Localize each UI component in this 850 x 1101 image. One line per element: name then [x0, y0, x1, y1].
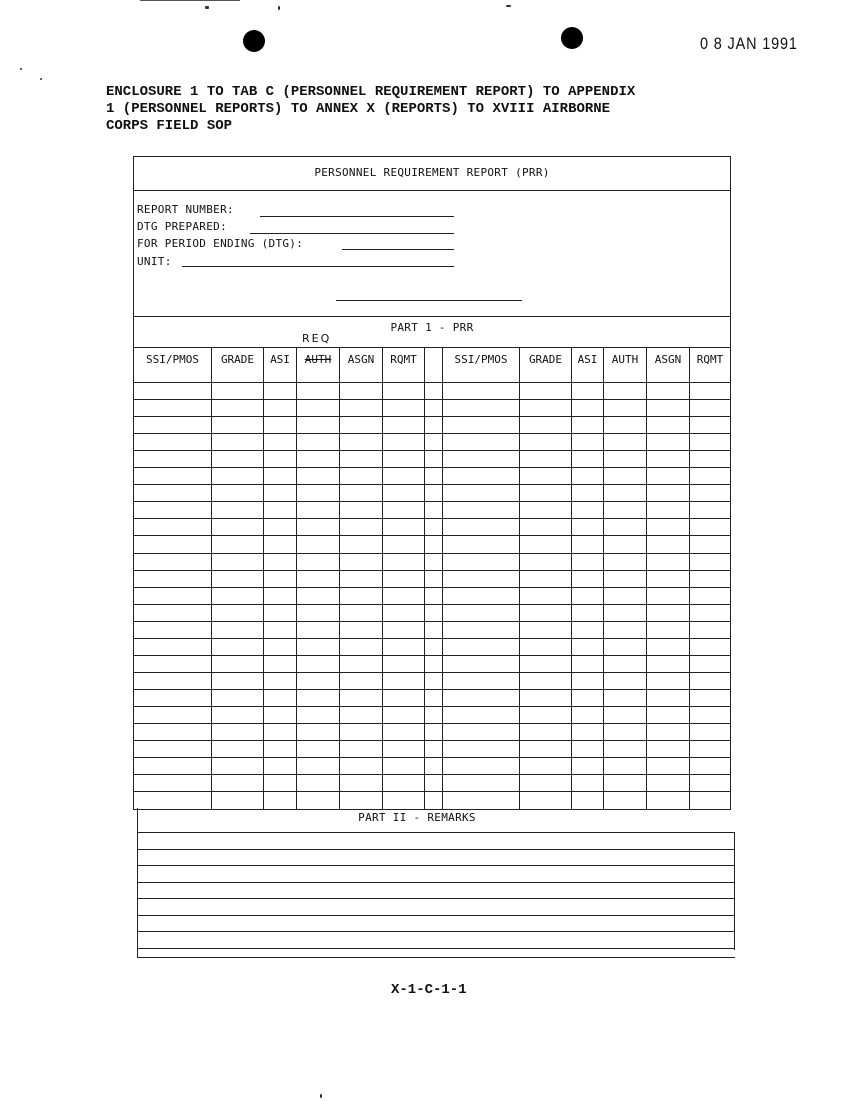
column-header-rqmt: RQMT: [390, 353, 417, 366]
grid-row-line: [134, 689, 730, 690]
prr-grid: [134, 157, 730, 809]
grid-row-line: [134, 706, 730, 707]
grid-row-line: [134, 467, 730, 468]
remarks-lines: [137, 808, 735, 958]
grid-row-line: [134, 570, 730, 571]
document-heading: [106, 84, 766, 135]
remarks-section: [137, 808, 735, 958]
grid-row-line: [134, 553, 730, 554]
part2-title: PART II - REMARKS: [358, 811, 476, 824]
grid-row-line: [134, 757, 730, 758]
remarks-line[interactable]: [137, 882, 735, 883]
grid-row-line: [134, 621, 730, 622]
grid-row-line: [134, 740, 730, 741]
page-id: X-1-C-1-1: [391, 982, 467, 998]
grid-row-line: [134, 416, 730, 417]
scan-edge-line: [140, 0, 240, 1]
prr-form: [133, 156, 731, 810]
punch-hole: [243, 30, 265, 52]
grid-row-line: [134, 723, 730, 724]
grid-row-line: [134, 655, 730, 656]
remarks-line[interactable]: [137, 931, 735, 932]
req-handwritten-annotation: REQ: [302, 332, 332, 345]
remarks-line[interactable]: [137, 948, 735, 949]
grid-row-line: [134, 604, 730, 605]
remarks-line[interactable]: [137, 915, 735, 916]
remarks-border-right: [734, 832, 735, 950]
grid-row-line: [134, 774, 730, 775]
form-title: PERSONNEL REQUIREMENT REPORT (PRR): [314, 166, 550, 179]
heading-line: 1 (PERSONNEL REPORTS) TO ANNEX X (REPORTS) TO XVIII AIRBORNE: [106, 101, 611, 117]
scan-speck: [205, 6, 209, 9]
grid-row-line: [134, 672, 730, 673]
remarks-line[interactable]: [137, 849, 735, 850]
scan-speck: [320, 1094, 322, 1098]
remarks-line[interactable]: [137, 865, 735, 866]
scan-speck: [20, 68, 22, 70]
scan-speck: [506, 5, 511, 7]
column-header-grade: GRADE: [220, 353, 255, 366]
grid-row-line: [134, 382, 730, 383]
grid-row-line: [134, 484, 730, 485]
column-header-auth: AUTH: [304, 353, 332, 366]
column-header-asgn: ASGN: [654, 353, 682, 366]
column-header-asi: ASI: [577, 353, 598, 366]
grid-row-line: [134, 791, 730, 792]
column-header-grade: GRADE: [528, 353, 563, 366]
period-ending-label: FOR PERIOD ENDING (DTG):: [137, 237, 304, 250]
column-header-auth: AUTH: [611, 353, 639, 366]
column-header-asi: ASI: [270, 353, 290, 366]
scan-speck: [40, 78, 42, 80]
grid-row-line: [134, 399, 730, 400]
grid-row-line: [134, 501, 730, 502]
column-header-rqmt: RQMT: [696, 353, 724, 366]
part1-title: PART 1 - PRR: [390, 321, 474, 334]
grid-row-line: [134, 587, 730, 588]
remarks-line[interactable]: [137, 898, 735, 899]
report-number-label: REPORT NUMBER:: [137, 203, 234, 216]
remarks-border-bottom: [137, 957, 735, 958]
scan-speck: [278, 6, 280, 10]
grid-row-line: [134, 638, 730, 639]
column-header-asgn: ASGN: [347, 353, 375, 366]
date-stamp: 0 8 JAN 1991: [700, 34, 798, 53]
dtg-prepared-label: DTG PREPARED:: [137, 220, 227, 233]
grid-row-line: [134, 535, 730, 536]
punch-hole: [561, 27, 583, 49]
column-header-ssi-pmos: SSI/PMOS: [454, 353, 508, 366]
unit-label: UNIT:: [137, 255, 172, 268]
grid-row-line: [134, 433, 730, 434]
grid-row-line: [134, 518, 730, 519]
heading-line: CORPS FIELD SOP: [106, 118, 233, 134]
heading-line: ENCLOSURE 1 TO TAB C (PERSONNEL REQUIREMENT REPORT) TO APPENDIX: [106, 84, 636, 100]
remarks-border-left: [137, 808, 138, 958]
grid-row-line: [134, 450, 730, 451]
remarks-line[interactable]: [137, 832, 735, 833]
column-header-ssi-pmos: SSI/PMOS: [146, 353, 199, 366]
